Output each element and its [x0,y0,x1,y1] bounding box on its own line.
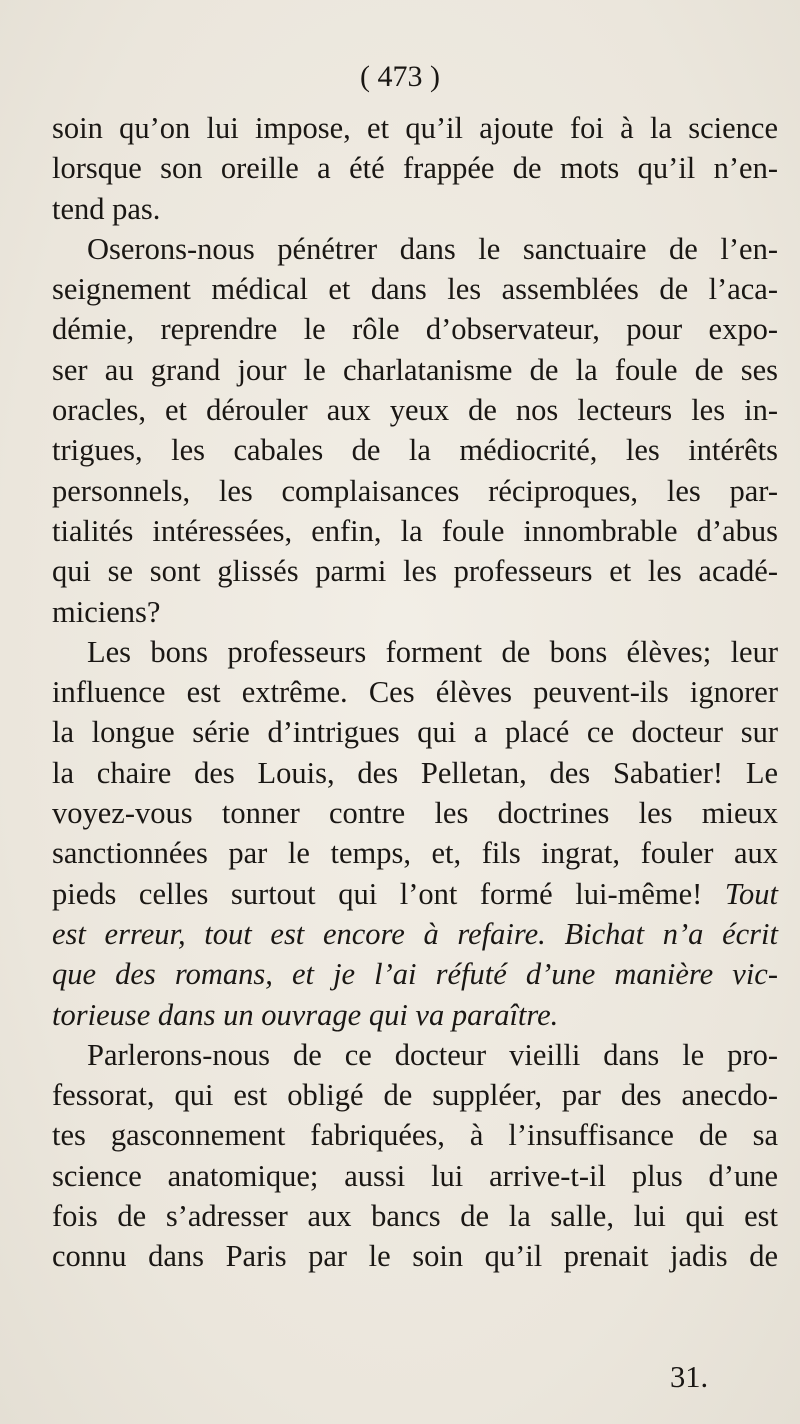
page-number: ( 473 ) [360,60,440,93]
text-line: démie, reprendre le rôle d’observateur, pour expo- [52,312,778,347]
text-line: fessorat, qui est obligé de suppléer, par des anecdo- [52,1078,778,1113]
text-line: personnels, les complaisances réciproques, les par- [52,473,778,508]
paragraph-start-line: Parlerons-nous de ce docteur vieilli dans le pro- [87,1037,778,1072]
text-line: science anatomique; aussi lui arrive-t-il plus d’une [52,1158,778,1193]
text-line: la chaire des Louis, des Pelletan, des Sabatier! Le [52,755,778,790]
text-line: voyez-vous tonner contre les doctrines les mieux [52,796,778,831]
text-line: tend pas. [52,191,161,226]
text-line: influence est extrême. Ces élèves peuvent-ils ignorer [52,675,778,710]
text-line: soin qu’on lui impose, et qu’il ajoute foi à la science [52,111,778,145]
text-line: tes gasconnement fabriquées, à l’insuffisance de sa [52,1118,778,1153]
text-line: ser au grand jour le charlatanisme de la foule de ses [52,352,778,387]
text-line-mixed [52,874,778,914]
text-line: fois de s’adresser aux bancs de la salle, lui qui est [52,1199,778,1234]
italic-segment: Tout [724,876,778,911]
signature-mark: 31. [670,1360,709,1394]
text-line: oracles, et dérouler aux yeux de nos lecteurs les in- [52,393,778,428]
text-line: lorsque son oreille a été frappée de mots qu’il n’en- [52,151,778,186]
text-line: miciens? [52,594,161,629]
text-line: seignement médical et dans les assemblées de l’aca- [52,272,778,307]
italic-text-line: torieuse dans un ouvrage qui va paraître. [52,997,559,1032]
paragraph-start-line: Les bons professeurs forment de bons élèves; leur [87,634,778,669]
text-line: connu dans Paris par le soin qu’il prenait jadis de [52,1239,778,1274]
italic-text-line: est erreur, tout est encore à refaire. Bichat n’a écrit [52,916,778,951]
text-line: tialités intéressées, enfin, la foule innombrable d’abus [52,513,778,548]
text-line: sanctionnées par le temps, et, fils ingrat, fouler aux [52,836,778,871]
body-text [52,108,778,1277]
text-line: qui se sont glissés parmi les professeurs et les acadé- [52,554,778,589]
italic-text-line: que des romans, et je l’ai réfuté d’une manière vic- [52,957,778,992]
text-line: la longue série d’intrigues qui a placé ce docteur sur [52,715,778,750]
paragraph-start-line: Oserons-nous pénétrer dans le sanctuaire de l’en- [87,231,778,266]
text-line: trigues, les cabales de la médiocrité, les intérêts [52,433,778,468]
text-segment: pieds celles surtout qui l’ont formé lui-même! [52,876,703,911]
